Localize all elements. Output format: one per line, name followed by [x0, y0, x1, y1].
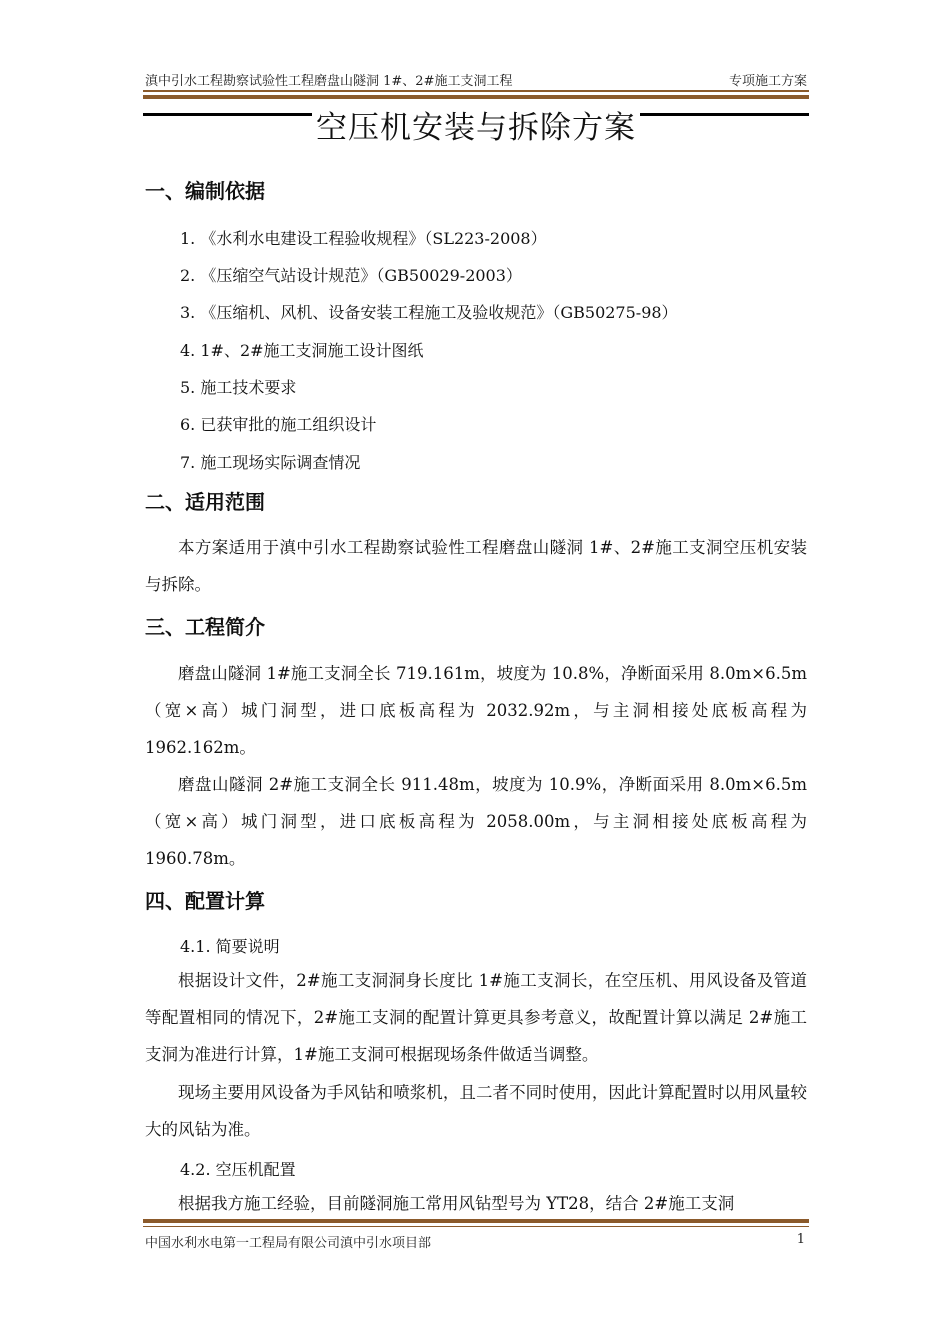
summary-paragraph-2: 现场主要用风设备为手风钻和喷浆机，且二者不同时使用，因此计算配置时以用风量较大的风钻为准。 [145, 1083, 807, 1139]
scope-paragraph: 本方案适用于滇中引水工程勘察试验性工程磨盘山隧洞 1#、2#施工支洞空压机安装与拆除。 [145, 538, 807, 594]
document-title-text: 空压机安装与拆除方案 [312, 110, 640, 146]
header-rule-thick [143, 95, 809, 99]
page-number: 1 [796, 1232, 805, 1247]
project-para-tunnel-1: 磨盘山隧洞 1#施工支洞全长 719.161m，坡度为 10.8%，净断面采用 8.0m×6.5m（宽×高）城门洞型，进口底板高程为 2032.92m，与主洞相接处底板高程为 1962.162m。 [145, 664, 807, 757]
section-heading-4: 四、配置计算 [145, 889, 265, 913]
reference-item-4: 4. 1#、2#施工支洞施工设计图纸 [180, 341, 424, 360]
section-heading-3: 三、工程简介 [145, 615, 265, 639]
header-doc-type: 专项施工方案 [728, 74, 807, 89]
footer-rule-thick [143, 1219, 809, 1223]
section-heading-1: 一、编制依据 [145, 179, 265, 203]
reference-item-6: 6. 已获审批的施工组织设计 [180, 415, 377, 434]
reference-item-2: 2. 《压缩空气站设计规范》（GB50029-2003） [180, 266, 522, 285]
reference-item-1: 1. 《水利水电建设工程验收规程》（SL223-2008） [180, 229, 547, 248]
project-para-tunnel-2: 磨盘山隧洞 2#施工支洞全长 911.48m，坡度为 10.9%，净断面采用 8.0m×6.5m（宽×高）城门洞型，进口底板高程为 2058.00m，与主洞相接处底板高程为 1960.78m。 [145, 775, 807, 868]
reference-item-5: 5. 施工技术要求 [180, 378, 297, 397]
section-heading-2: 二、适用范围 [145, 490, 265, 514]
document-title [143, 106, 809, 150]
header-rule-thin [143, 90, 809, 92]
footer-company: 中国水利水电第一工程局有限公司滇中引水项目部 [145, 1236, 432, 1251]
reference-item-7: 7. 施工现场实际调查情况 [180, 453, 361, 472]
summary-paragraph-1: 根据设计文件，2#施工支洞洞身长度比 1#施工支洞长，在空压机、用风设备及管道等配置相同的情况下，2#施工支洞的配置计算更具参考意义，故配置计算以满足 2#施工支洞为准进行计算，1#施工支洞可根据现场条件做适当调整。 [145, 971, 807, 1064]
subsection-4-2: 4.2. 空压机配置 [180, 1160, 296, 1179]
compressor-paragraph: 根据我方施工经验，目前隧洞施工常用风钻型号为 YT28，结合 2#施工支洞 [178, 1194, 735, 1213]
reference-item-3: 3. 《压缩机、风机、设备安装工程施工及验收规范》（GB50275-98） [180, 303, 678, 322]
footer-rule-thin [143, 1226, 809, 1227]
subsection-4-1: 4.1. 简要说明 [180, 937, 280, 956]
header-project-name: 滇中引水工程勘察试验性工程磨盘山隧洞 1#、2#施工支洞工程 [145, 74, 513, 89]
